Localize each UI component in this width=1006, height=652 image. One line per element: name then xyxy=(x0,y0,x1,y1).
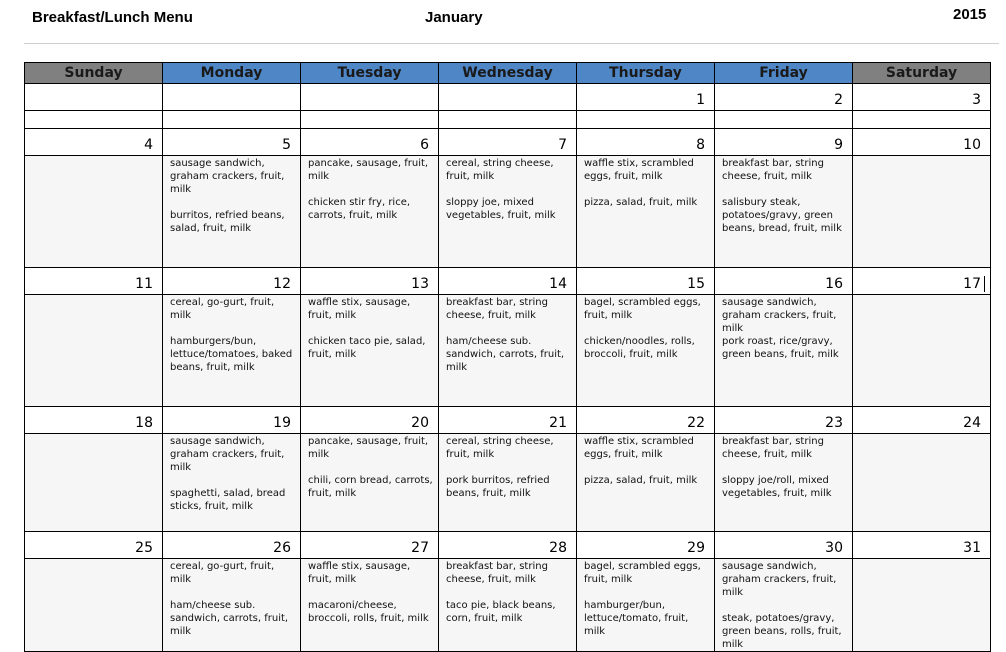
lunch-text: hamburger/bun, lettuce/tomato, fruit, milk xyxy=(584,600,689,637)
header-tuesday: Tuesday xyxy=(301,63,439,84)
menu-title: Breakfast/Lunch Menu xyxy=(32,9,193,26)
week-1-empty-row xyxy=(25,111,991,129)
menu-cell[interactable] xyxy=(439,559,577,652)
menu-cell[interactable] xyxy=(439,434,577,532)
menu-cell[interactable] xyxy=(715,434,853,532)
empty-cell[interactable] xyxy=(301,111,439,129)
week-4-date-row xyxy=(25,407,991,434)
week-1-date-row xyxy=(25,84,991,111)
header-friday: Friday xyxy=(715,63,853,84)
lunch-text: chicken stir fry, rice, carrots, fruit, milk xyxy=(308,197,411,221)
date-number[interactable]: 21 xyxy=(439,407,577,434)
breakfast-text: waffle stix, sausage, fruit, milk xyxy=(308,561,411,585)
empty-cell[interactable] xyxy=(853,111,991,129)
menu-cell[interactable] xyxy=(577,156,715,268)
menu-cell[interactable] xyxy=(853,559,991,652)
lunch-text: salisbury steak, potatoes/gravy, green beans, bread, fruit, milk xyxy=(722,197,842,234)
menu-cell[interactable] xyxy=(301,156,439,268)
date-number[interactable]: 11 xyxy=(25,268,163,295)
date-number[interactable]: 26 xyxy=(163,532,301,559)
lunch-text: ham/cheese sub. sandwich, carrots, fruit, milk xyxy=(170,600,289,637)
date-number[interactable]: 30 xyxy=(715,532,853,559)
date-number[interactable]: 9 xyxy=(715,129,853,156)
week-3-menu-row xyxy=(25,295,991,407)
breakfast-text: sausage sandwich, graham crackers, fruit, milk xyxy=(170,158,285,195)
menu-cell[interactable] xyxy=(163,295,301,407)
date-number[interactable]: 5 xyxy=(163,129,301,156)
lunch-text: hamburgers/bun, lettuce/tomatoes, baked beans, fruit, milk xyxy=(170,336,293,373)
breakfast-text: waffle stix, sausage, fruit, milk xyxy=(308,297,411,321)
date-number[interactable]: 17 xyxy=(853,268,991,295)
month-label: January xyxy=(425,9,483,26)
menu-cell[interactable] xyxy=(715,295,853,407)
menu-cell[interactable] xyxy=(853,434,991,532)
header-saturday: Saturday xyxy=(853,63,991,84)
menu-cell[interactable] xyxy=(715,156,853,268)
week-5-date-row xyxy=(25,532,991,559)
date-number[interactable]: 25 xyxy=(25,532,163,559)
menu-cell[interactable] xyxy=(163,434,301,532)
breakfast-text: cereal, string cheese, fruit, milk xyxy=(446,158,554,182)
week-2-menu-row xyxy=(25,156,991,268)
menu-cell[interactable] xyxy=(25,156,163,268)
breakfast-text: pancake, sausage, fruit, milk xyxy=(308,436,429,460)
lunch-text: ham/cheese sub. sandwich, carrots, fruit, milk xyxy=(446,336,565,373)
date-number[interactable]: 23 xyxy=(715,407,853,434)
menu-cell[interactable] xyxy=(301,559,439,652)
lunch-text: macaroni/cheese, broccoli, rolls, fruit, milk xyxy=(308,600,429,624)
calendar-grid xyxy=(24,62,991,652)
date-number[interactable] xyxy=(301,84,439,111)
week-5-menu-row xyxy=(25,559,991,652)
lunch-text: sloppy joe, mixed vegetables, fruit, milk xyxy=(446,197,556,221)
header-thursday: Thursday xyxy=(577,63,715,84)
breakfast-text: pancake, sausage, fruit, milk xyxy=(308,158,429,182)
lunch-text: chili, corn bread, carrots, fruit, milk xyxy=(308,475,433,499)
date-number[interactable]: 7 xyxy=(439,129,577,156)
date-number[interactable]: 28 xyxy=(439,532,577,559)
breakfast-text: cereal, string cheese, fruit, milk xyxy=(446,436,554,460)
date-number[interactable]: 31 xyxy=(853,532,991,559)
date-number[interactable]: 22 xyxy=(577,407,715,434)
breakfast-text: sausage sandwich, graham crackers, fruit, milk xyxy=(722,561,837,598)
lunch-text: pizza, salad, fruit, milk xyxy=(584,197,698,208)
menu-cell[interactable] xyxy=(853,295,991,407)
date-number[interactable] xyxy=(439,84,577,111)
menu-cell[interactable] xyxy=(25,295,163,407)
breakfast-text: cereal, go-gurt, fruit, milk xyxy=(170,561,275,585)
date-number[interactable] xyxy=(25,84,163,111)
lunch-text: pork burritos, refried beans, fruit, milk xyxy=(446,475,550,499)
breakfast-text: bagel, scrambled eggs, fruit, milk xyxy=(584,561,701,585)
date-number[interactable]: 3 xyxy=(853,84,991,111)
date-number[interactable]: 1 xyxy=(577,84,715,111)
year-label: 2015 xyxy=(953,6,987,23)
menu-cell[interactable] xyxy=(301,434,439,532)
menu-cell[interactable] xyxy=(577,295,715,407)
week-2-date-row xyxy=(25,129,991,156)
date-number[interactable]: 14 xyxy=(439,268,577,295)
menu-cell[interactable] xyxy=(577,434,715,532)
menu-cell[interactable] xyxy=(853,156,991,268)
lunch-text: pork roast, rice/gravy, green beans, fruit, milk xyxy=(722,336,839,360)
date-number[interactable]: 20 xyxy=(301,407,439,434)
breakfast-text: breakfast bar, string cheese, fruit, milk xyxy=(446,561,548,585)
lunch-text: steak, potatoes/gravy, green beans, rolls, fruit, milk xyxy=(722,613,842,650)
empty-cell[interactable] xyxy=(715,111,853,129)
date-number[interactable]: 19 xyxy=(163,407,301,434)
menu-cell[interactable] xyxy=(301,295,439,407)
empty-cell[interactable] xyxy=(163,111,301,129)
weekday-header-row xyxy=(25,63,991,84)
breakfast-text: waffle stix, scrambled eggs, fruit, milk xyxy=(584,158,694,182)
date-number[interactable]: 4 xyxy=(25,129,163,156)
empty-cell[interactable] xyxy=(25,111,163,129)
date-number[interactable] xyxy=(163,84,301,111)
date-number[interactable]: 10 xyxy=(853,129,991,156)
date-number[interactable]: 15 xyxy=(577,268,715,295)
text-cursor xyxy=(984,276,985,292)
date-number[interactable]: 12 xyxy=(163,268,301,295)
breakfast-text: breakfast bar, string cheese, fruit, milk xyxy=(446,297,548,321)
menu-cell[interactable] xyxy=(715,559,853,652)
lunch-text: taco pie, black beans, corn, fruit, milk xyxy=(446,600,556,624)
lunch-text: spaghetti, salad, bread sticks, fruit, milk xyxy=(170,488,286,512)
breakfast-text: sausage sandwich, graham crackers, fruit, milk xyxy=(170,436,285,473)
empty-cell[interactable] xyxy=(577,111,715,129)
lunch-text: pizza, salad, fruit, milk xyxy=(584,475,698,486)
header-sunday: Sunday xyxy=(25,63,163,84)
breakfast-text: sausage sandwich, graham crackers, fruit, milk xyxy=(722,297,837,334)
date-number[interactable]: 13 xyxy=(301,268,439,295)
date-number[interactable]: 24 xyxy=(853,407,991,434)
date-number[interactable]: 27 xyxy=(301,532,439,559)
menu-cell[interactable] xyxy=(439,295,577,407)
calendar-body xyxy=(25,84,991,652)
header-wednesday: Wednesday xyxy=(439,63,577,84)
menu-cell[interactable] xyxy=(163,559,301,652)
menu-cell[interactable] xyxy=(439,156,577,268)
date-number[interactable]: 6 xyxy=(301,129,439,156)
header-divider xyxy=(24,43,999,44)
breakfast-text: breakfast bar, string cheese, fruit, milk xyxy=(722,158,824,182)
date-number[interactable]: 8 xyxy=(577,129,715,156)
menu-cell[interactable] xyxy=(25,559,163,652)
menu-cell[interactable] xyxy=(577,559,715,652)
lunch-text: burritos, refried beans, salad, fruit, milk xyxy=(170,210,285,234)
empty-cell[interactable] xyxy=(439,111,577,129)
date-number[interactable]: 2 xyxy=(715,84,853,111)
date-number[interactable]: 16 xyxy=(715,268,853,295)
lunch-text: chicken/noodles, rolls, broccoli, fruit, milk xyxy=(584,336,695,360)
breakfast-text: bagel, scrambled eggs, fruit, milk xyxy=(584,297,701,321)
week-4-menu-row xyxy=(25,434,991,532)
week-3-date-row xyxy=(25,268,991,295)
menu-cell[interactable] xyxy=(25,434,163,532)
date-number[interactable]: 29 xyxy=(577,532,715,559)
lunch-text: sloppy joe/roll, mixed vegetables, fruit, milk xyxy=(722,475,832,499)
header-monday: Monday xyxy=(163,63,301,84)
lunch-text: chicken taco pie, salad, fruit, milk xyxy=(308,336,426,360)
date-number[interactable]: 18 xyxy=(25,407,163,434)
breakfast-text: breakfast bar, string cheese, fruit, milk xyxy=(722,436,824,460)
menu-cell[interactable] xyxy=(163,156,301,268)
breakfast-text: waffle stix, scrambled eggs, fruit, milk xyxy=(584,436,694,460)
breakfast-text: cereal, go-gurt, fruit, milk xyxy=(170,297,275,321)
